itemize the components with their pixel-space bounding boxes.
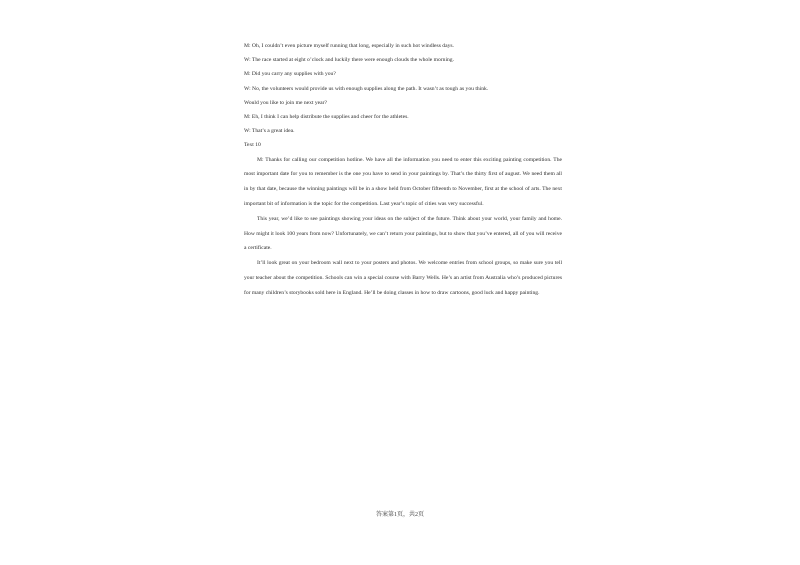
paragraph: This year, we’d like to see paintings showing your ideas on the subject of the future. Think about your world, your family and home. How might it look 100 years from now? Unfortunately, we can’t return your paintings, but to show that you’ve entered, all of you will receive a certificate. — [244, 215, 562, 252]
paragraph: M: Thanks for calling our competition hotline. We have all the information you need to enter this exciting painting competition. The most important date for you to remember is the one you have to send in your paintings by. That’s the thirty first of august. We need them all in by that date, because the winning paintings will be in a show held from October fifteenth to November, first at the school of arts. The next important bit of information is the topic for the competition. Last year’s topic of cities was very successful. — [244, 156, 562, 208]
dialogue-line: W: No, the volunteers would provide us with enough supplies along the path. It wasn’t as tough as you think. — [244, 85, 489, 92]
dialogue-line: M: Eh, I think I can help distribute the supplies and cheer for the athletes. — [244, 114, 409, 121]
page-content — [244, 39, 562, 301]
section-title: Text 10 — [244, 142, 261, 149]
dialogue-line: Would you like to join me next year? — [244, 99, 327, 106]
dialogue-line: W: The race started at eight o’clock and luckily there were enough clouds the whole morning. — [244, 57, 455, 64]
dialogue-line: W: That’s a great idea. — [244, 128, 295, 135]
dialogue-line: M: Did you carry any supplies with you? — [244, 71, 336, 78]
dialogue-line: M: Oh, I couldn’t even picture myself running that long, especially in such hot windless days. — [244, 43, 454, 49]
paragraph: It’ll look great on your bedroom wall next to your posters and photos. We welcome entries from school groups, so make sure you tell your teacher about the competition. Schools can win a special course with Barry Wells. He’s an artist from Australia who’s produced pictures for many children’s storybooks sold here in England. He’ll be doing classes in how to draw cartoons, good luck and happy painting. — [244, 260, 562, 296]
page-footer: 答案第1页，共2页 — [375, 512, 424, 518]
